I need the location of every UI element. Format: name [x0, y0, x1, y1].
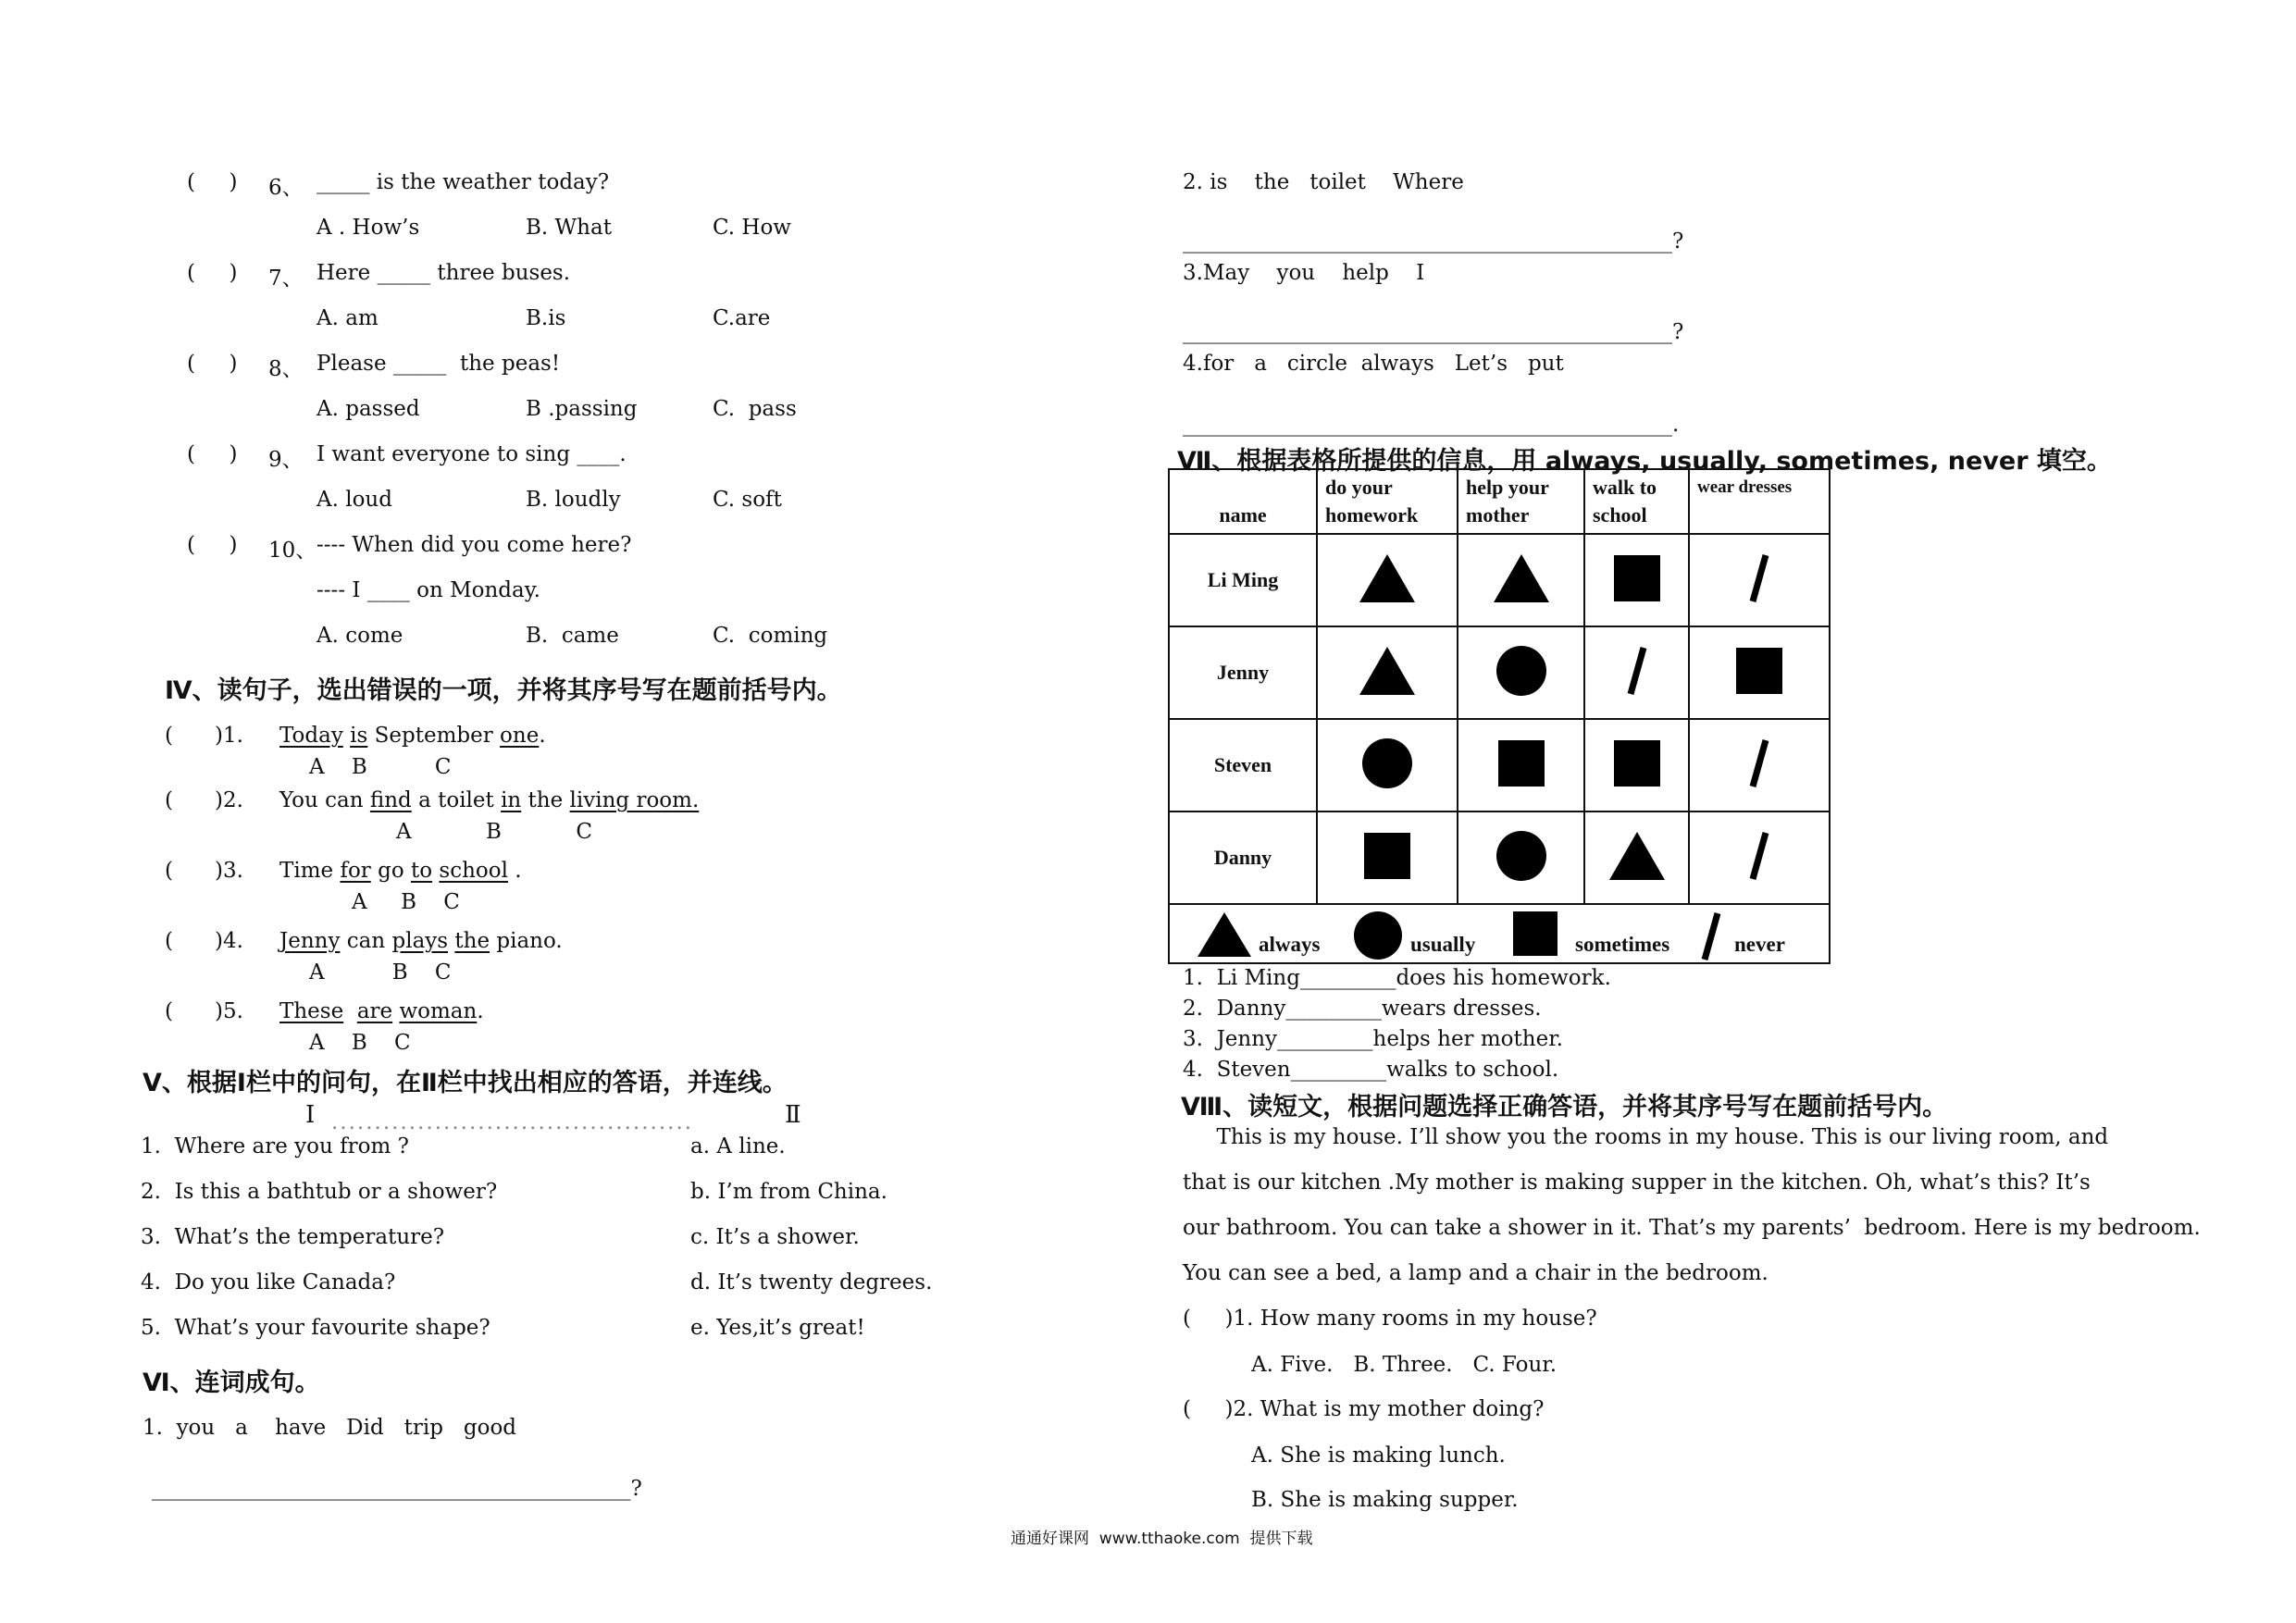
row-name: Danny: [1169, 812, 1317, 904]
answer-bracket[interactable]: ( ): [187, 533, 238, 557]
answer-bracket[interactable]: (: [165, 929, 207, 953]
reading-q1-options: A. Five. B. Three. C. Four.: [1251, 1353, 1558, 1377]
sentence-part: .: [507, 859, 522, 883]
option-b: B .passing: [526, 397, 638, 421]
item-number: )1.: [215, 724, 243, 748]
option-letters: A B C: [396, 820, 592, 844]
header-wear-dresses: wear dresses: [1689, 469, 1830, 534]
answer-line-3[interactable]: ______________________________________________?: [1183, 320, 1684, 344]
underlined-option: living room.: [569, 788, 700, 812]
matching-question: 5. What’s your favourite shape?: [141, 1316, 490, 1340]
slash-icon: [1745, 737, 1773, 789]
option-b: B. What: [526, 216, 612, 240]
fill-in-sentence[interactable]: 4. Steven_________walks to school.: [1183, 1058, 1559, 1082]
column-1-label: Ⅰ: [305, 1101, 316, 1129]
option-a: A. come: [316, 624, 403, 648]
fill-in-sentence[interactable]: 3. Jenny_________helps her mother.: [1183, 1027, 1563, 1051]
option-letters: A B C: [309, 960, 452, 985]
slash-icon: [1745, 830, 1773, 882]
underlined-option: woman: [399, 999, 478, 1023]
underlined-option: These: [279, 999, 344, 1023]
triangle-icon: [1607, 830, 1667, 882]
footer-credit: 通通好课网 www.tthaoke.com 提供下载: [1011, 1530, 1313, 1548]
underlined-option: are: [356, 999, 393, 1023]
answer-bracket[interactable]: ( ): [187, 170, 238, 194]
slash-icon: [1623, 645, 1651, 697]
frequency-mark: [1317, 534, 1458, 626]
passage-line: This is my house. I’ll show you the rooms in my house. This is our living room, and: [1183, 1125, 2109, 1149]
matching-answer[interactable]: e. Yes,it’s great!: [690, 1316, 865, 1340]
option-a: A . How’s: [316, 216, 420, 240]
answer-bracket[interactable]: (: [165, 999, 207, 1023]
slash-icon: [1745, 552, 1773, 604]
word-order-q4: 4.for a circle always Let’s put: [1183, 352, 1564, 376]
circle-icon: [1496, 645, 1547, 697]
reading-q2: ( )2. What is my mother doing?: [1183, 1397, 1545, 1421]
triangle-icon: [1492, 552, 1551, 604]
row-name: Steven: [1169, 719, 1317, 812]
underlined-option: plays: [391, 929, 449, 953]
frequency-mark: [1458, 534, 1584, 626]
legend-cell: [1169, 904, 1830, 963]
option-letters: A B C: [352, 890, 460, 914]
question-text-line2: ---- I ____ on Monday.: [316, 578, 540, 602]
row-name: Jenny: [1169, 626, 1317, 719]
sentence-part: piano.: [490, 929, 563, 953]
answer-bracket[interactable]: (: [165, 788, 207, 812]
section-8-title: Ⅷ、读短文，根据问题选择正确答语，并将其序号写在题前括号内。: [1181, 1093, 1948, 1121]
section-6-title: Ⅵ、连词成句。: [143, 1369, 320, 1397]
matching-question: 2. Is this a bathtub or a shower?: [141, 1180, 498, 1204]
fill-in-sentence[interactable]: 1. Li Ming_________does his homework.: [1183, 966, 1611, 990]
header-name: name: [1169, 469, 1317, 534]
header-help-mother: help your mother: [1458, 469, 1584, 534]
legend-never: never: [1734, 933, 1785, 956]
underlined-option: to: [411, 859, 433, 883]
frequency-mark: [1689, 812, 1830, 904]
item-number: )4.: [215, 929, 243, 953]
underlined-option: school: [439, 859, 508, 883]
table-body: [1169, 534, 1830, 904]
legend-row: [1169, 904, 1830, 963]
sentence-part: .: [477, 999, 484, 1023]
triangle-icon: [1358, 552, 1417, 604]
header-homework: do your homework: [1317, 469, 1458, 534]
sentence-part: a toilet: [411, 788, 502, 812]
frequency-mark: [1584, 719, 1689, 812]
option-a: A. passed: [316, 397, 420, 421]
legend-circle-icon: [1353, 911, 1403, 960]
frequency-mark: [1458, 719, 1584, 812]
sentence-part: September: [367, 724, 501, 748]
sentence: [279, 788, 699, 812]
underlined-option: for: [340, 859, 371, 883]
question-text: _____ is the weather today?: [316, 170, 610, 194]
frequency-table: [1168, 468, 1831, 964]
question-number: 6、: [268, 176, 304, 200]
answer-line-4[interactable]: ______________________________________________.: [1183, 413, 1680, 437]
square-icon: [1363, 832, 1411, 880]
option-c: C. How: [713, 216, 791, 240]
option-c: C. pass: [713, 397, 797, 421]
underlined-option: is: [350, 724, 368, 748]
circle-icon: [1496, 830, 1547, 882]
section-5-title: Ⅴ、根据Ⅰ栏中的问句，在Ⅱ栏中找出相应的答语，并连线。: [143, 1069, 788, 1097]
triangle-icon: [1358, 645, 1417, 697]
option-b: B.is: [526, 306, 566, 330]
passage-line: You can see a bed, a lamp and a chair in the bedroom.: [1183, 1261, 1769, 1285]
question-text: ---- When did you come here?: [316, 533, 632, 557]
legend-triangle-icon: [1196, 911, 1253, 959]
matching-answer[interactable]: c. It’s a shower.: [690, 1225, 860, 1249]
frequency-mark: [1458, 812, 1584, 904]
option-a: A. loud: [316, 488, 392, 512]
sentence-part: Time: [279, 859, 341, 883]
fill-in-sentence[interactable]: 2. Danny_________wears dresses.: [1183, 997, 1542, 1021]
answer-bracket[interactable]: ( ): [187, 442, 238, 466]
underlined-option: one: [500, 724, 540, 748]
header-walk-school: walk to school: [1584, 469, 1689, 534]
underlined-option: Jenny: [279, 929, 341, 953]
item-number: )2.: [215, 788, 243, 812]
section-4-title: Ⅳ、读句子，选出错误的一项，并将其序号写在题前括号内。: [165, 676, 842, 705]
sentence: [279, 859, 522, 883]
question-number: 7、: [268, 266, 304, 291]
frequency-mark: [1584, 534, 1689, 626]
passage-line: that is our kitchen .My mother is making supper in the kitchen. Oh, what’s this? It’s: [1183, 1171, 2091, 1195]
column-2-label: Ⅱ: [785, 1101, 801, 1129]
passage-line: our bathroom. You can take a shower in it. That’s my parents’ bedroom. Here is my bedroom.: [1183, 1216, 2201, 1240]
answer-bracket[interactable]: (: [165, 859, 207, 883]
sentence-part: .: [539, 724, 546, 748]
table-header-row: [1169, 469, 1830, 534]
sentence-part: [343, 999, 357, 1023]
sentence: [279, 929, 563, 953]
answer-bracket[interactable]: (: [165, 724, 207, 748]
frequency-mark: [1458, 626, 1584, 719]
option-letters: A B C: [309, 755, 452, 779]
question-number: 9、: [268, 448, 304, 472]
square-icon: [1735, 647, 1783, 695]
word-order-q3: 3.May you help I: [1183, 261, 1425, 285]
sentence-part: You can: [279, 788, 370, 812]
reading-q2-option-b: B. She is making supper.: [1251, 1488, 1519, 1512]
sentence-part: go: [370, 859, 411, 883]
table-row: [1169, 534, 1830, 626]
frequency-mark: [1689, 719, 1830, 812]
question-number: 8、: [268, 357, 304, 381]
table-row: [1169, 626, 1830, 719]
option-c: C.are: [713, 306, 771, 330]
question-number: 10、: [268, 539, 317, 563]
underlined-option: in: [501, 788, 522, 812]
sentence-part: the: [521, 788, 570, 812]
underlined-option: find: [369, 788, 412, 812]
sentence: [279, 999, 484, 1023]
frequency-mark: [1317, 812, 1458, 904]
sentence: [279, 724, 546, 748]
option-b: B. loudly: [526, 488, 621, 512]
answer-line-2[interactable]: ______________________________________________?: [1183, 229, 1684, 254]
option-c: C. soft: [713, 488, 782, 512]
option-b: B. came: [526, 624, 619, 648]
table-row: [1169, 719, 1830, 812]
underlined-option: Today: [279, 724, 343, 748]
frequency-mark: [1689, 626, 1830, 719]
legend-always: always: [1259, 933, 1321, 956]
answer-bracket[interactable]: ( ): [187, 261, 238, 285]
legend-slash-icon: [1697, 911, 1725, 962]
legend-square-icon: [1512, 911, 1558, 957]
matching-question: 1. Where are you from ?: [141, 1134, 409, 1158]
reading-q1: ( )1. How many rooms in my house?: [1183, 1307, 1597, 1331]
question-text: I want everyone to sing ____.: [316, 442, 627, 466]
square-icon: [1613, 554, 1661, 602]
frequency-mark: [1317, 719, 1458, 812]
option-c: C. coming: [713, 624, 828, 648]
item-number: )3.: [215, 859, 243, 883]
word-order-q1: 1. you a have Did trip good: [143, 1416, 517, 1440]
dotted-separator: ..........................................: [331, 1110, 694, 1134]
circle-icon: [1361, 737, 1413, 789]
table-row: [1169, 812, 1830, 904]
matching-question: 3. What’s the temperature?: [141, 1225, 445, 1249]
question-text: Here _____ three buses.: [316, 261, 571, 285]
matching-question: 4. Do you like Canada?: [141, 1270, 396, 1295]
item-number: )5.: [215, 999, 243, 1023]
matching-answer[interactable]: a. A line.: [690, 1134, 786, 1158]
underlined-option: the: [454, 929, 490, 953]
option-a: A. am: [316, 306, 379, 330]
frequency-mark: [1317, 626, 1458, 719]
frequency-mark: [1689, 534, 1830, 626]
word-order-q2: 2. is the toilet Where: [1183, 170, 1464, 194]
option-letters: A B C: [309, 1031, 411, 1055]
matching-answer[interactable]: d. It’s twenty degrees.: [690, 1270, 933, 1295]
row-name: Li Ming: [1169, 534, 1317, 626]
answer-bracket[interactable]: ( ): [187, 352, 238, 376]
matching-answer[interactable]: b. I’m from China.: [690, 1180, 887, 1204]
question-text: Please _____ the peas!: [316, 352, 561, 376]
legend-sometimes: sometimes: [1575, 933, 1670, 956]
square-icon: [1613, 739, 1661, 787]
frequency-mark: [1584, 626, 1689, 719]
square-icon: [1497, 739, 1545, 787]
answer-line-1[interactable]: _____________________________________________?: [152, 1477, 642, 1501]
sentence-part: can: [340, 929, 392, 953]
frequency-mark: [1584, 812, 1689, 904]
reading-q2-option-a: A. She is making lunch.: [1251, 1443, 1506, 1468]
section-7-title: Ⅶ、根据表格所提供的信息，用 always, usually, sometimes, never 填空。: [1177, 447, 2112, 476]
legend-usually: usually: [1410, 933, 1476, 956]
